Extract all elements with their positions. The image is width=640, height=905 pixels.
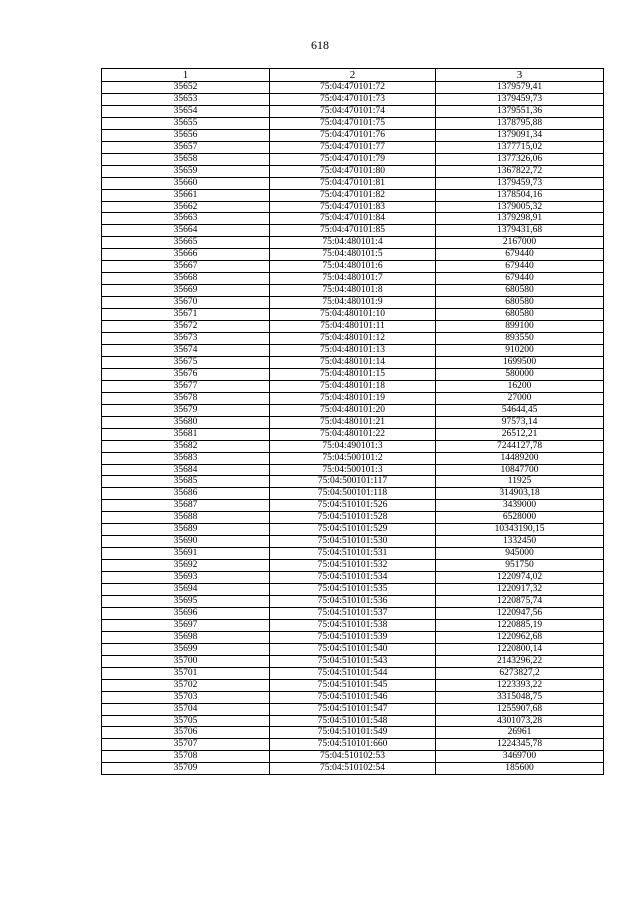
- value-cell: 1220875,74: [436, 595, 604, 607]
- row-number-cell: 35692: [102, 560, 270, 572]
- cadastral-number-cell: 75:04:470101:73: [270, 93, 436, 105]
- table-row: [102, 643, 604, 655]
- row-number-cell: 35687: [102, 500, 270, 512]
- value-cell: 1379579,41: [436, 82, 604, 94]
- row-number-cell: 35664: [102, 225, 270, 237]
- table-row: [102, 751, 604, 763]
- table-row: [102, 500, 604, 512]
- value-cell: 951750: [436, 560, 604, 572]
- table-row: [102, 356, 604, 368]
- value-cell: 6273827,2: [436, 667, 604, 679]
- row-number-cell: 35704: [102, 703, 270, 715]
- cadastral-number-cell: 75:04:470101:81: [270, 177, 436, 189]
- row-number-cell: 35659: [102, 165, 270, 177]
- row-number-cell: 35684: [102, 464, 270, 476]
- row-number-cell: 35654: [102, 105, 270, 117]
- cadastral-number-cell: 75:04:510101:547: [270, 703, 436, 715]
- row-number-cell: 35705: [102, 715, 270, 727]
- value-cell: 893550: [436, 333, 604, 345]
- cadastral-number-cell: 75:04:510101:660: [270, 739, 436, 751]
- cadastral-number-cell: 75:04:510101:549: [270, 727, 436, 739]
- row-number-cell: 35678: [102, 392, 270, 404]
- row-number-cell: 35695: [102, 595, 270, 607]
- row-number-cell: 35670: [102, 297, 270, 309]
- cadastral-number-cell: 75:04:510101:532: [270, 560, 436, 572]
- table-row: [102, 404, 604, 416]
- table-row: [102, 715, 604, 727]
- value-cell: 26512,21: [436, 428, 604, 440]
- cadastral-number-cell: 75:04:470101:80: [270, 165, 436, 177]
- value-cell: 679440: [436, 261, 604, 273]
- row-number-cell: 35681: [102, 428, 270, 440]
- table-row: [102, 321, 604, 333]
- column-header-1: 1: [102, 69, 270, 82]
- table-row: [102, 105, 604, 117]
- cadastral-number-cell: 75:04:500101:117: [270, 476, 436, 488]
- value-cell: 27000: [436, 392, 604, 404]
- cadastral-number-cell: 75:04:480101:6: [270, 261, 436, 273]
- table-row: [102, 691, 604, 703]
- cadastral-number-cell: 75:04:480101:15: [270, 368, 436, 380]
- row-number-cell: 35699: [102, 643, 270, 655]
- value-cell: 1379459,73: [436, 177, 604, 189]
- row-number-cell: 35698: [102, 631, 270, 643]
- row-number-cell: 35672: [102, 321, 270, 333]
- value-cell: 97573,14: [436, 416, 604, 428]
- cadastral-number-cell: 75:04:470101:82: [270, 189, 436, 201]
- row-number-cell: 35675: [102, 356, 270, 368]
- row-number-cell: 35668: [102, 273, 270, 285]
- value-cell: 1220974,02: [436, 572, 604, 584]
- cadastral-number-cell: 75:04:510101:537: [270, 607, 436, 619]
- table-row: [102, 297, 604, 309]
- value-cell: 54644,45: [436, 404, 604, 416]
- row-number-cell: 35691: [102, 548, 270, 560]
- cadastral-number-cell: 75:04:510102:54: [270, 763, 436, 775]
- value-cell: 1255907,68: [436, 703, 604, 715]
- table-row: [102, 476, 604, 488]
- value-cell: 1332450: [436, 536, 604, 548]
- cadastral-number-cell: 75:04:470101:72: [270, 82, 436, 94]
- cadastral-number-cell: 75:04:500101:118: [270, 488, 436, 500]
- table-row: [102, 82, 604, 94]
- value-cell: 2143296,22: [436, 655, 604, 667]
- value-cell: 1379091,34: [436, 129, 604, 141]
- value-cell: 1367822,72: [436, 165, 604, 177]
- row-number-cell: 35679: [102, 404, 270, 416]
- table-row: [102, 129, 604, 141]
- row-number-cell: 35685: [102, 476, 270, 488]
- row-number-cell: 35663: [102, 213, 270, 225]
- table-row: [102, 165, 604, 177]
- table-row: [102, 727, 604, 739]
- table-row: [102, 416, 604, 428]
- value-cell: 1378504,16: [436, 189, 604, 201]
- cadastral-number-cell: 75:04:480101:19: [270, 392, 436, 404]
- value-cell: 10343190,15: [436, 524, 604, 536]
- value-cell: 1379431,68: [436, 225, 604, 237]
- table-header-row: [102, 69, 604, 82]
- row-number-cell: 35686: [102, 488, 270, 500]
- table-row: [102, 607, 604, 619]
- cadastral-number-cell: 75:04:480101:20: [270, 404, 436, 416]
- cadastral-number-cell: 75:04:480101:11: [270, 321, 436, 333]
- row-number-cell: 35706: [102, 727, 270, 739]
- table-row: [102, 93, 604, 105]
- row-number-cell: 35689: [102, 524, 270, 536]
- cadastral-number-cell: 75:04:510101:528: [270, 512, 436, 524]
- row-number-cell: 35683: [102, 452, 270, 464]
- row-number-cell: 35653: [102, 93, 270, 105]
- cadastral-number-cell: 75:04:480101:8: [270, 285, 436, 297]
- cadastral-number-cell: 75:04:510101:529: [270, 524, 436, 536]
- value-cell: 1220800,14: [436, 643, 604, 655]
- table-row: [102, 333, 604, 345]
- row-number-cell: 35694: [102, 584, 270, 596]
- table-row: [102, 428, 604, 440]
- row-number-cell: 35676: [102, 368, 270, 380]
- row-number-cell: 35666: [102, 249, 270, 261]
- cadastral-number-cell: 75:04:480101:14: [270, 356, 436, 368]
- cadastral-number-cell: 75:04:480101:5: [270, 249, 436, 261]
- value-cell: 3469700: [436, 751, 604, 763]
- table-row: [102, 631, 604, 643]
- value-cell: 1224345,78: [436, 739, 604, 751]
- value-cell: 899100: [436, 321, 604, 333]
- row-number-cell: 35682: [102, 440, 270, 452]
- table-row: [102, 285, 604, 297]
- row-number-cell: 35708: [102, 751, 270, 763]
- cadastral-number-cell: 75:04:490101:3: [270, 440, 436, 452]
- table-row: [102, 380, 604, 392]
- row-number-cell: 35688: [102, 512, 270, 524]
- value-cell: 26961: [436, 727, 604, 739]
- value-cell: 16200: [436, 380, 604, 392]
- column-header-2: 2: [270, 69, 436, 82]
- value-cell: 1220885,19: [436, 619, 604, 631]
- table-row: [102, 392, 604, 404]
- cadastral-number-cell: 75:04:510101:536: [270, 595, 436, 607]
- row-number-cell: 35669: [102, 285, 270, 297]
- cadastral-number-cell: 75:04:510101:538: [270, 619, 436, 631]
- value-cell: 1377715,02: [436, 141, 604, 153]
- table-row: [102, 703, 604, 715]
- row-number-cell: 35693: [102, 572, 270, 584]
- table-row: [102, 452, 604, 464]
- value-cell: 1378795,88: [436, 117, 604, 129]
- value-cell: 3315048,75: [436, 691, 604, 703]
- cadastral-number-cell: 75:04:510101:544: [270, 667, 436, 679]
- row-number-cell: 35658: [102, 153, 270, 165]
- row-number-cell: 35702: [102, 679, 270, 691]
- table-row: [102, 153, 604, 165]
- value-cell: 10847700: [436, 464, 604, 476]
- value-cell: 1379551,36: [436, 105, 604, 117]
- table-row: [102, 512, 604, 524]
- row-number-cell: 35655: [102, 117, 270, 129]
- cadastral-number-cell: 75:04:470101:85: [270, 225, 436, 237]
- value-cell: 680580: [436, 285, 604, 297]
- table-row: [102, 739, 604, 751]
- table-row: [102, 488, 604, 500]
- table-row: [102, 117, 604, 129]
- table-row: [102, 572, 604, 584]
- row-number-cell: 35709: [102, 763, 270, 775]
- cadastral-number-cell: 75:04:500101:3: [270, 464, 436, 476]
- value-cell: 3439000: [436, 500, 604, 512]
- cadastral-number-cell: 75:04:500101:2: [270, 452, 436, 464]
- row-number-cell: 35652: [102, 82, 270, 94]
- cadastral-number-cell: 75:04:510101:526: [270, 500, 436, 512]
- value-cell: 580000: [436, 368, 604, 380]
- row-number-cell: 35657: [102, 141, 270, 153]
- value-cell: 1699500: [436, 356, 604, 368]
- value-cell: 680580: [436, 297, 604, 309]
- table-row: [102, 536, 604, 548]
- value-cell: 1379005,32: [436, 201, 604, 213]
- cadastral-number-cell: 75:04:510101:539: [270, 631, 436, 643]
- table-row: [102, 368, 604, 380]
- table-row: [102, 213, 604, 225]
- cadastral-number-cell: 75:04:470101:74: [270, 105, 436, 117]
- cadastral-number-cell: 75:04:510101:546: [270, 691, 436, 703]
- value-cell: 1220947,56: [436, 607, 604, 619]
- value-cell: 910200: [436, 344, 604, 356]
- value-cell: 680580: [436, 309, 604, 321]
- cadastral-number-cell: 75:04:480101:4: [270, 237, 436, 249]
- cadastral-number-cell: 75:04:470101:77: [270, 141, 436, 153]
- cadastral-number-cell: 75:04:510101:534: [270, 572, 436, 584]
- table-body: [102, 82, 604, 775]
- cadastral-number-cell: 75:04:510101:535: [270, 584, 436, 596]
- table-row: [102, 273, 604, 285]
- cadastral-number-cell: 75:04:470101:75: [270, 117, 436, 129]
- cadastral-number-cell: 75:04:470101:76: [270, 129, 436, 141]
- value-cell: 1379459,73: [436, 93, 604, 105]
- table-row: [102, 619, 604, 631]
- table-row: [102, 655, 604, 667]
- table-row: [102, 189, 604, 201]
- value-cell: 1379298,91: [436, 213, 604, 225]
- cadastral-number-cell: 75:04:470101:84: [270, 213, 436, 225]
- cadastral-number-cell: 75:04:480101:7: [270, 273, 436, 285]
- table-row: [102, 440, 604, 452]
- row-number-cell: 35665: [102, 237, 270, 249]
- cadastral-number-cell: 75:04:480101:9: [270, 297, 436, 309]
- row-number-cell: 35680: [102, 416, 270, 428]
- value-cell: 6528000: [436, 512, 604, 524]
- row-number-cell: 35707: [102, 739, 270, 751]
- row-number-cell: 35696: [102, 607, 270, 619]
- value-cell: 7244127,78: [436, 440, 604, 452]
- registry-table: [101, 68, 604, 775]
- value-cell: 185600: [436, 763, 604, 775]
- row-number-cell: 35700: [102, 655, 270, 667]
- table-row: [102, 237, 604, 249]
- cadastral-number-cell: 75:04:480101:12: [270, 333, 436, 345]
- row-number-cell: 35667: [102, 261, 270, 273]
- row-number-cell: 35661: [102, 189, 270, 201]
- row-number-cell: 35671: [102, 309, 270, 321]
- value-cell: 679440: [436, 249, 604, 261]
- value-cell: 1377326,06: [436, 153, 604, 165]
- value-cell: 1223393,22: [436, 679, 604, 691]
- value-cell: 945000: [436, 548, 604, 560]
- value-cell: 1220962,68: [436, 631, 604, 643]
- table-row: [102, 249, 604, 261]
- cadastral-number-cell: 75:04:510101:548: [270, 715, 436, 727]
- table-row: [102, 524, 604, 536]
- page-number: 618: [311, 38, 329, 52]
- table-row: [102, 584, 604, 596]
- row-number-cell: 35656: [102, 129, 270, 141]
- value-cell: 4301073,28: [436, 715, 604, 727]
- cadastral-number-cell: 75:04:510101:530: [270, 536, 436, 548]
- cadastral-number-cell: 75:04:510101:545: [270, 679, 436, 691]
- row-number-cell: 35701: [102, 667, 270, 679]
- row-number-cell: 35677: [102, 380, 270, 392]
- table-row: [102, 344, 604, 356]
- table-row: [102, 177, 604, 189]
- cadastral-number-cell: 75:04:510101:531: [270, 548, 436, 560]
- table-row: [102, 595, 604, 607]
- table-row: [102, 261, 604, 273]
- cadastral-number-cell: 75:04:470101:79: [270, 153, 436, 165]
- table-row: [102, 141, 604, 153]
- cadastral-number-cell: 75:04:510101:540: [270, 643, 436, 655]
- row-number-cell: 35697: [102, 619, 270, 631]
- row-number-cell: 35690: [102, 536, 270, 548]
- row-number-cell: 35660: [102, 177, 270, 189]
- table-row: [102, 548, 604, 560]
- value-cell: 2167000: [436, 237, 604, 249]
- cadastral-number-cell: 75:04:480101:21: [270, 416, 436, 428]
- table-row: [102, 763, 604, 775]
- cadastral-number-cell: 75:04:510101:543: [270, 655, 436, 667]
- cadastral-number-cell: 75:04:510102:53: [270, 751, 436, 763]
- cadastral-number-cell: 75:04:480101:13: [270, 344, 436, 356]
- row-number-cell: 35673: [102, 333, 270, 345]
- table-row: [102, 679, 604, 691]
- row-number-cell: 35703: [102, 691, 270, 703]
- cadastral-number-cell: 75:04:480101:10: [270, 309, 436, 321]
- column-header-3: 3: [436, 69, 604, 82]
- value-cell: 314903,18: [436, 488, 604, 500]
- cadastral-number-cell: 75:04:470101:83: [270, 201, 436, 213]
- cadastral-number-cell: 75:04:480101:18: [270, 380, 436, 392]
- row-number-cell: 35674: [102, 344, 270, 356]
- table-row: [102, 309, 604, 321]
- row-number-cell: 35662: [102, 201, 270, 213]
- value-cell: 1220917,32: [436, 584, 604, 596]
- table-row: [102, 667, 604, 679]
- table-row: [102, 560, 604, 572]
- value-cell: 14489200: [436, 452, 604, 464]
- table-row: [102, 201, 604, 213]
- value-cell: 11925: [436, 476, 604, 488]
- table-row: [102, 464, 604, 476]
- table-row: [102, 225, 604, 237]
- cadastral-number-cell: 75:04:480101:22: [270, 428, 436, 440]
- value-cell: 679440: [436, 273, 604, 285]
